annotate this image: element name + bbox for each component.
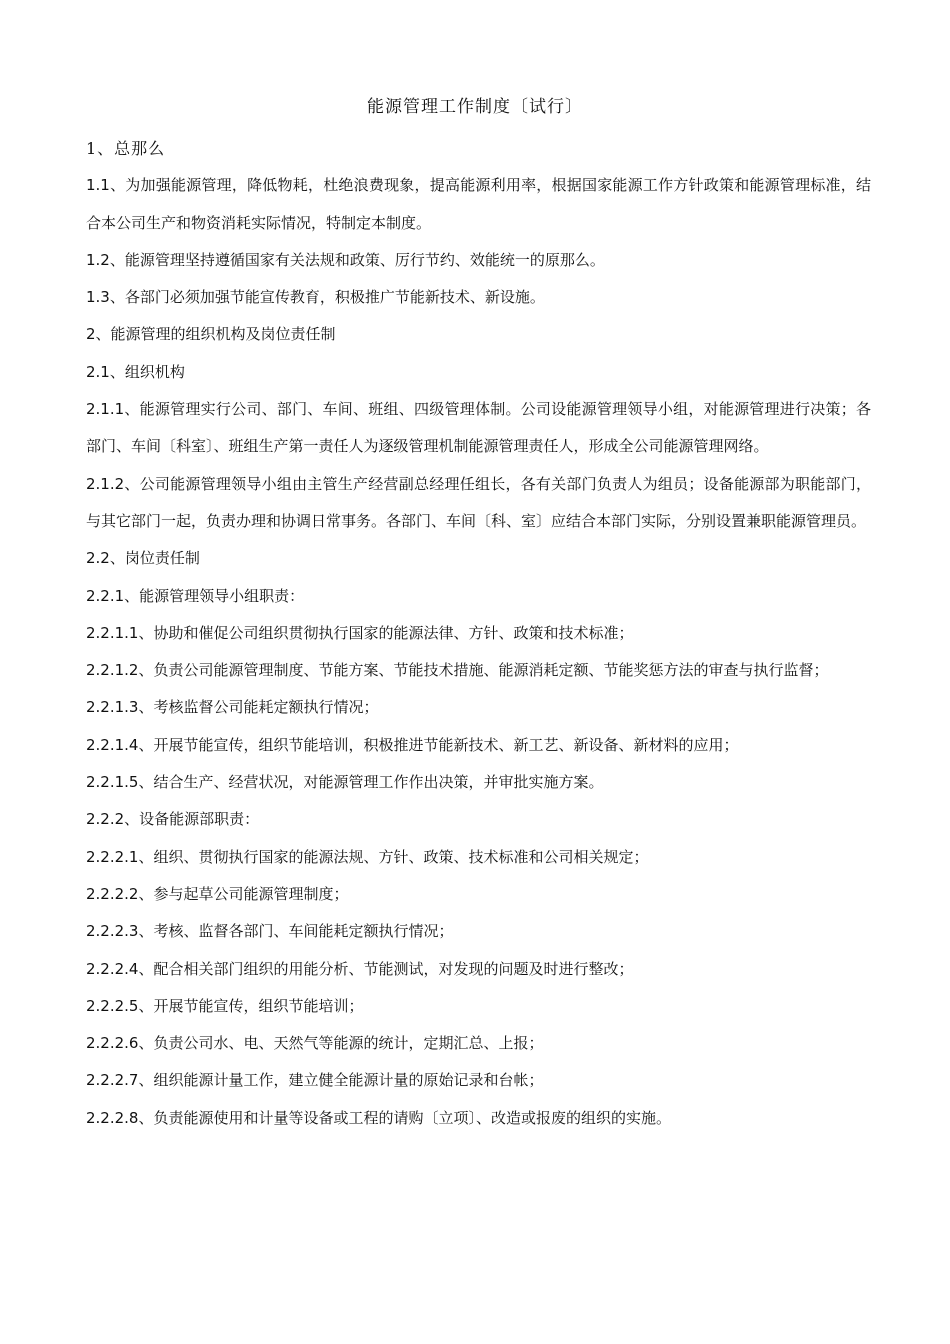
- paragraph-2-2-1-3: 2.2.1.3、考核监督公司能耗定额执行情况；: [86, 698, 379, 717]
- paragraph-2-1-1: 2.1.1、能源管理实行公司、部门、车间、班组、四级管理体制。公司设能源管理领导小组，对能源管理进行决策；各部门、车间〔科室〕、班组生产第一责任人为逐级管理机制能源管理责任人，形成全公司能源管理网络。: [86, 400, 871, 456]
- paragraph-2-2-2-1: 2.2.2.1、组织、贯彻执行国家的能源法规、方针、政策、技术标准和公司相关规定；: [86, 847, 649, 866]
- document-title: 能源管理工作制度〔试行〕: [367, 97, 583, 117]
- paragraph-2-2-1-1: 2.2.1.1、协助和催促公司组织贯彻执行国家的能源法律、方针、政策和技术标准；: [86, 623, 634, 642]
- paragraph-1-1: 1.1、为加强能源管理，降低物耗，杜绝浪费现象，提高能源利用率，根据国家能源工作方针政策和能源管理标准，结合本公司生产和物资消耗实际情况，特制定本制度。: [86, 176, 871, 232]
- paragraph-2-2-2-7: 2.2.2.7、组织能源计量工作，建立健全能源计量的原始记录和台帐；: [86, 1071, 544, 1090]
- subsection-heading-2-2: 2.2、岗位责任制: [86, 549, 200, 568]
- subsection-heading-2-1: 2.1、组织机构: [86, 362, 185, 381]
- paragraph-2-2-2: 2.2.2、设备能源部职责：: [86, 810, 260, 829]
- paragraph-1-2: 1.2、能源管理坚持遵循国家有关法规和政策、厉行节约、效能统一的原那么。: [86, 250, 605, 269]
- section-heading-1: 1、总那么: [86, 139, 166, 158]
- paragraph-2-2-2-3: 2.2.2.3、考核、监督各部门、车间能耗定额执行情况；: [86, 922, 454, 941]
- paragraph-2-2-2-5: 2.2.2.5、开展节能宣传，组织节能培训；: [86, 996, 364, 1015]
- paragraph-2-2-2-8: 2.2.2.8、负责能源使用和计量等设备或工程的请购〔立项〕、改造或报废的组织的实施。: [86, 1108, 671, 1127]
- paragraph-2-1-2: 2.1.2、公司能源管理领导小组由主管生产经营副总经理任组长，各有关部门负责人为组员；设备能源部为职能部门，与其它部门一起，负责办理和协调日常事务。各部门、车间〔科、室〕应结合本部门实际，分别设置兼职能源管理员。: [86, 474, 871, 530]
- section-heading-2: 2、能源管理的组织机构及岗位责任制: [86, 325, 336, 344]
- paragraph-2-2-1-4: 2.2.1.4、开展节能宣传，组织节能培训，积极推进节能新技术、新工艺、新设备、新材料的应用；: [86, 735, 739, 754]
- paragraph-2-2-2-2: 2.2.2.2、参与起草公司能源管理制度；: [86, 884, 349, 903]
- paragraph-2-2-1-2: 2.2.1.2、负责公司能源管理制度、节能方案、节能技术措施、能源消耗定额、节能奖惩方法的审查与执行监督；: [86, 661, 829, 680]
- paragraph-1-3: 1.3、各部门必须加强节能宣传教育，积极推广节能新技术、新设施。: [86, 288, 545, 307]
- paragraph-2-2-2-4: 2.2.2.4、配合相关部门组织的用能分析、节能测试，对发现的问题及时进行整改；: [86, 959, 634, 978]
- document-body: [86, 130, 871, 1137]
- paragraph-2-2-1: 2.2.1、能源管理领导小组职责：: [86, 586, 305, 605]
- paragraph-2-2-2-6: 2.2.2.6、负责公司水、电、天然气等能源的统计，定期汇总、上报；: [86, 1034, 544, 1053]
- paragraph-2-2-1-5: 2.2.1.5、结合生产、经营状况，对能源管理工作作出决策，并审批实施方案。: [86, 773, 604, 792]
